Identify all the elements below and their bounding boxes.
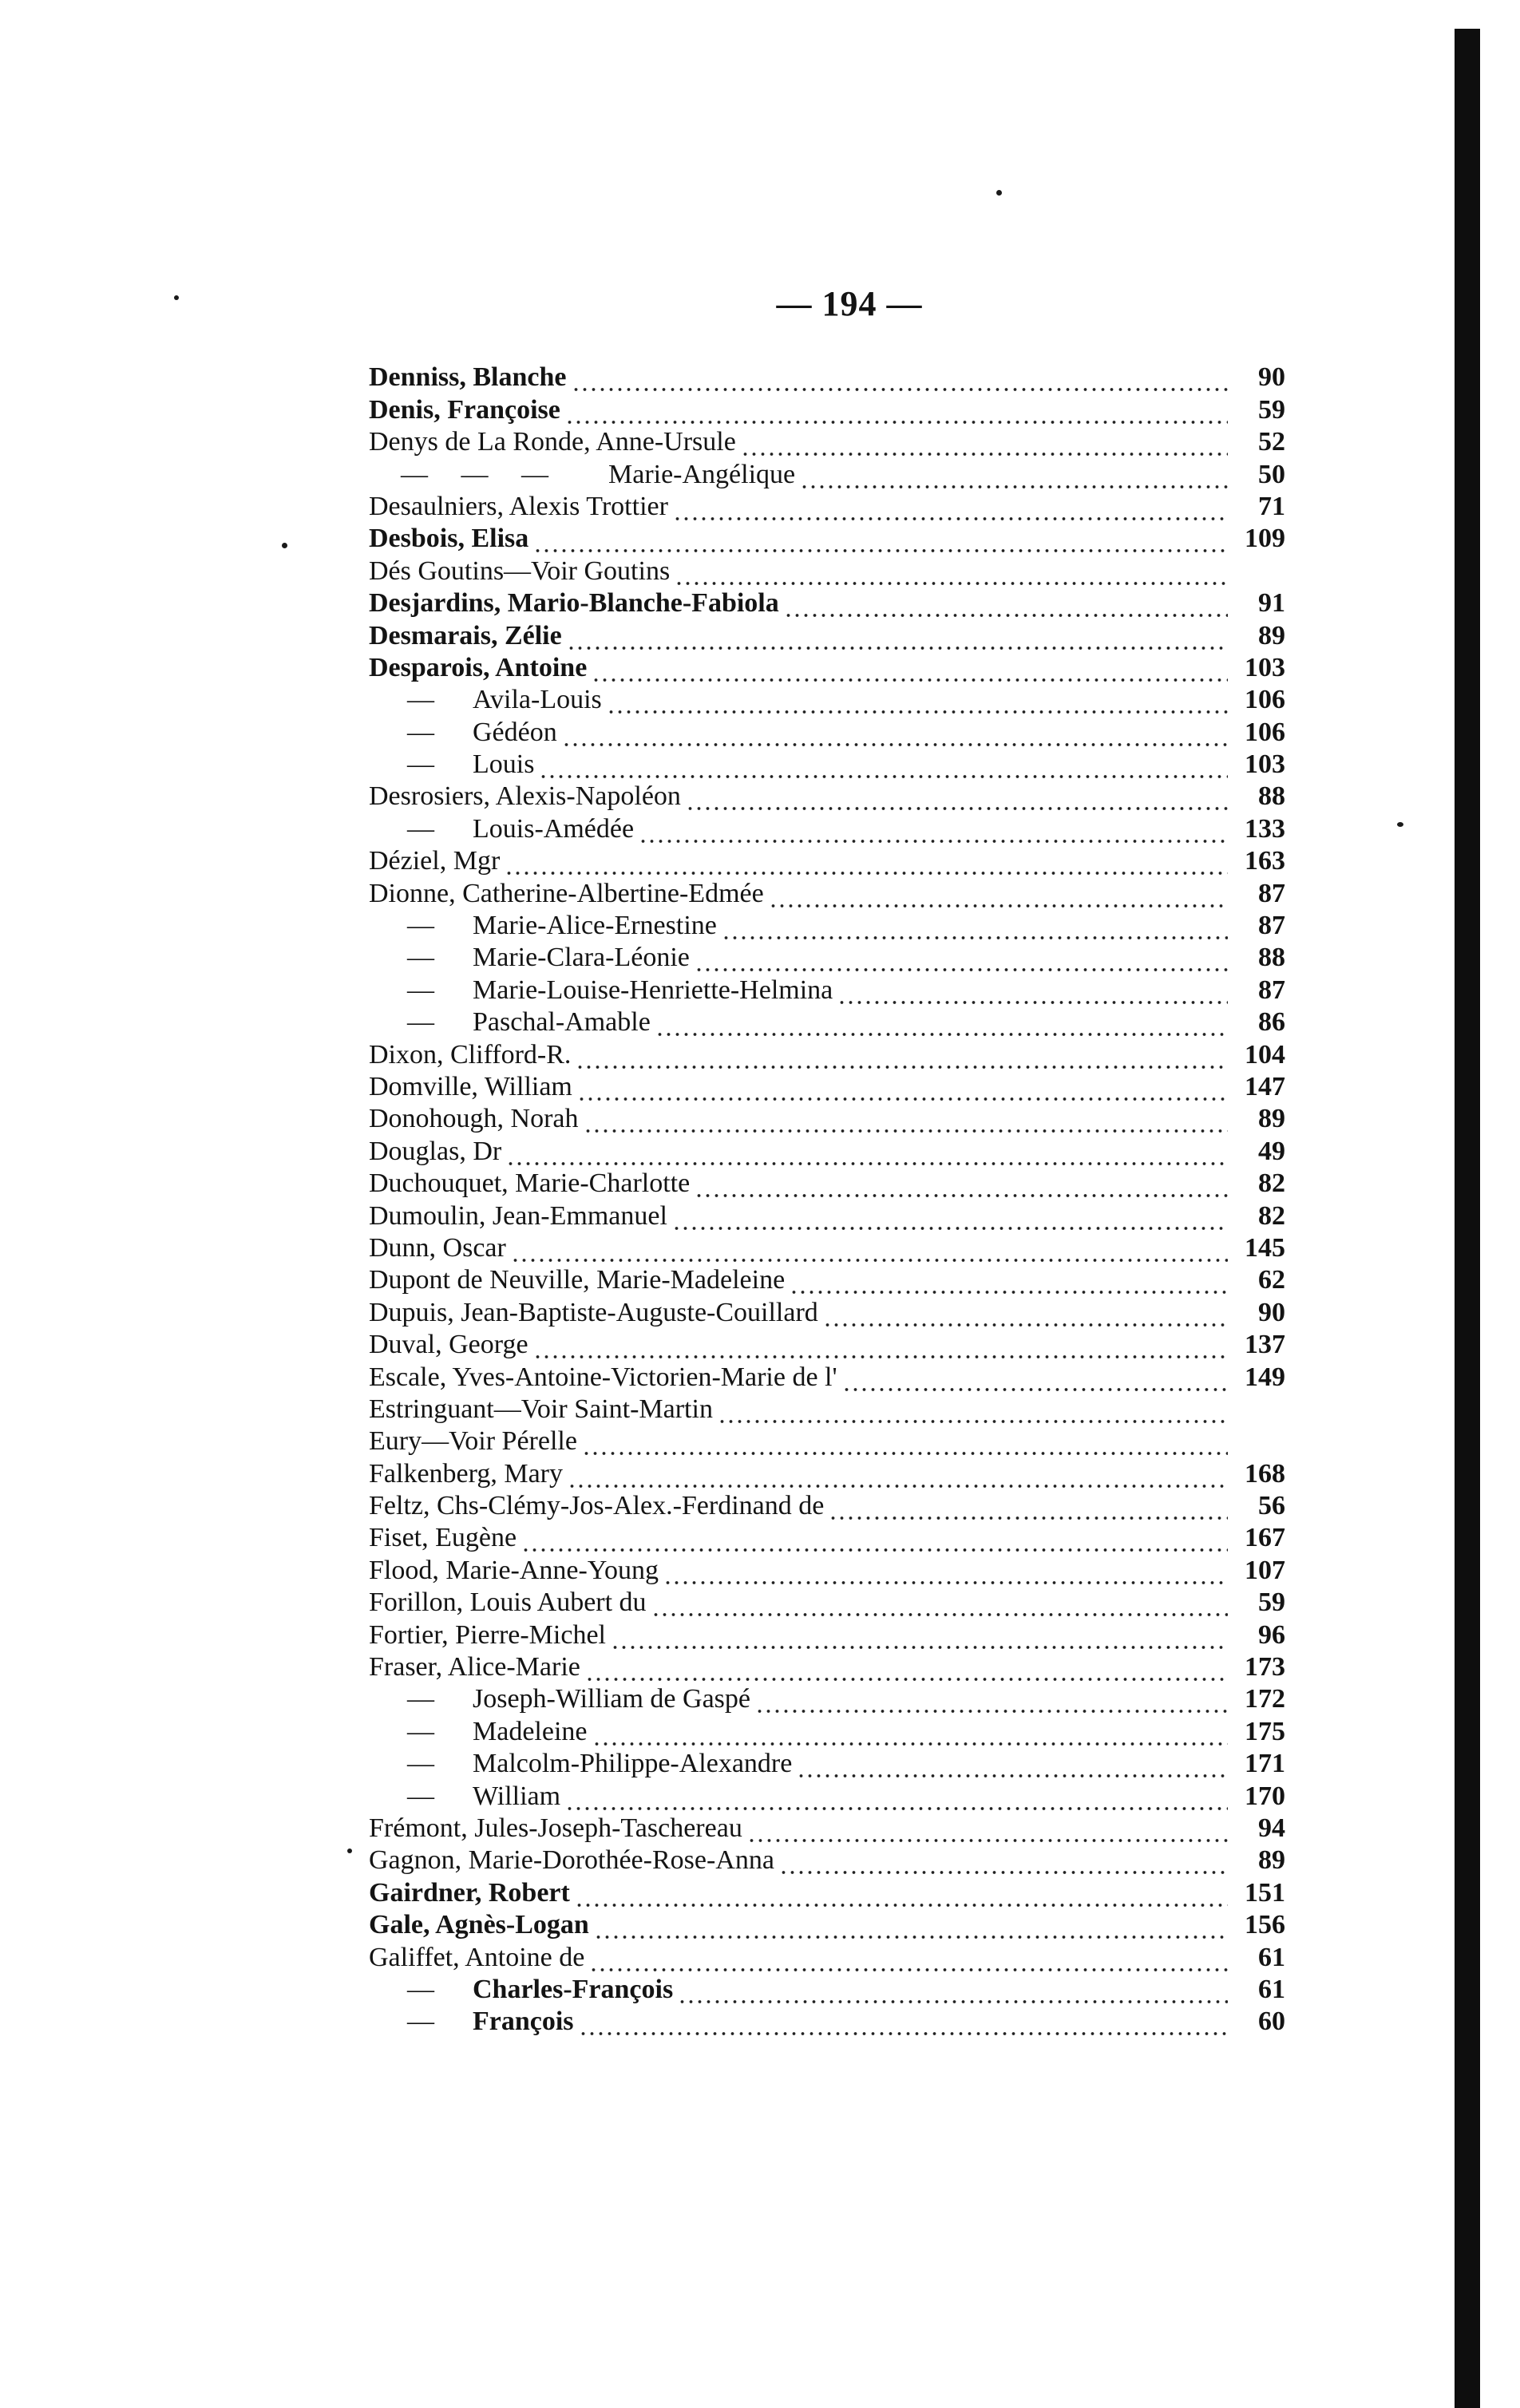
entry-page-number: 147 (1245, 1071, 1285, 1101)
entry-page-number: 59 (1258, 394, 1285, 425)
dot-leader (784, 595, 1228, 619)
index-entry (369, 683, 1285, 715)
dot-leader (592, 1723, 1229, 1747)
index-entry (369, 651, 1285, 683)
index-entry (369, 1006, 1285, 1038)
entry-page-number: 49 (1258, 1136, 1285, 1166)
entry-name: Duval, George (369, 1330, 528, 1360)
entry-page-number: 106 (1245, 685, 1285, 715)
entry-name: Marie-Clara-Léonie (473, 943, 690, 973)
entry-page-number: 149 (1245, 1362, 1285, 1392)
entry-name: Eury—Voir Pérelle (369, 1426, 577, 1457)
entry-page-number: 104 (1245, 1039, 1285, 1070)
entry-page-number: 52 (1258, 427, 1285, 457)
ditto-dash: — (407, 1716, 434, 1746)
index-entry (369, 909, 1285, 941)
dot-leader (722, 917, 1228, 941)
index-entry (369, 844, 1285, 876)
dot-leader (579, 2013, 1228, 2037)
dot-leader (594, 1916, 1228, 1940)
index-entry (369, 522, 1285, 554)
entry-name: Fortier, Pierre-Michel (369, 1619, 606, 1650)
ditto-dash: — (407, 685, 434, 715)
entry-name: Gale, Agnès-Logan (369, 1910, 589, 1940)
entry-page-number: 50 (1258, 459, 1285, 489)
entry-page-number: 103 (1245, 749, 1285, 780)
index-entry (369, 2005, 1285, 2037)
index-entry (369, 1779, 1285, 1811)
entry-name: Denniss, Blanche (369, 362, 567, 393)
entry-name: Gagnon, Marie-Dorothée-Rose-Anna (369, 1845, 774, 1876)
dot-leader (800, 466, 1228, 490)
entry-name: Joseph-William de Gaspé (473, 1684, 750, 1714)
entry-page-number: 71 (1258, 491, 1285, 521)
dot-leader (718, 1401, 1228, 1425)
dot-leader (741, 433, 1228, 457)
dot-leader (575, 1884, 1228, 1908)
dot-leader (675, 563, 1228, 587)
entry-name: Louis-Amédée (473, 813, 635, 844)
entry-page-number: 145 (1245, 1232, 1285, 1263)
index-entry (369, 490, 1285, 522)
entry-page-number: 82 (1258, 1168, 1285, 1199)
entry-page-number: 87 (1258, 878, 1285, 908)
index-entry (369, 425, 1285, 457)
entry-page-number: 170 (1245, 1781, 1285, 1811)
entry-page-number: 96 (1258, 1619, 1285, 1650)
dot-leader (521, 1529, 1228, 1553)
entry-name: Dupuis, Jean-Baptiste-Auguste-Couillard (369, 1297, 818, 1327)
dot-leader (607, 691, 1228, 715)
index-entry (369, 1232, 1285, 1263)
entry-name: Gairdner, Robert (369, 1877, 570, 1908)
ditto-dash: — (407, 1749, 434, 1779)
ditto-dash: — (407, 1781, 434, 1811)
entry-name: Estringuant—Voir Saint-Martin (369, 1394, 713, 1424)
dot-leader (592, 659, 1228, 683)
entry-name: Gédéon (473, 717, 557, 747)
entry-page-number: 168 (1245, 1458, 1285, 1489)
entry-page-number: 89 (1258, 1845, 1285, 1876)
entry-name: Forillon, Louis Aubert du (369, 1588, 647, 1618)
entry-page-number: 91 (1258, 588, 1285, 619)
entry-page-number: 175 (1245, 1716, 1285, 1746)
entry-page-number: 62 (1258, 1265, 1285, 1295)
index-entry (369, 1714, 1285, 1746)
index-entry (369, 1618, 1285, 1650)
entry-page-number: 88 (1258, 781, 1285, 812)
ditto-dash: — (407, 1007, 434, 1038)
index-entry (369, 1586, 1285, 1618)
entry-page-number: 86 (1258, 1007, 1285, 1038)
entry-name: Flood, Marie-Anne-Young (369, 1555, 659, 1585)
entry-page-number: 88 (1258, 943, 1285, 973)
index-entry (369, 1844, 1285, 1876)
index-entry (369, 1908, 1285, 1940)
dot-leader (686, 788, 1228, 812)
scan-edge-shadow (1455, 29, 1480, 2408)
entry-name: Dumoulin, Jean-Emmanuel (369, 1200, 667, 1231)
entry-page-number: 94 (1258, 1813, 1285, 1843)
entry-name: Falkenberg, Mary (369, 1458, 563, 1489)
entry-name: Dionne, Catherine-Albertine-Edmée (369, 878, 764, 908)
dot-leader (589, 1949, 1228, 1973)
dot-leader (829, 1497, 1228, 1521)
entry-name: Domville, William (369, 1071, 572, 1101)
dot-leader (678, 1981, 1228, 2005)
entry-page-number: 56 (1258, 1491, 1285, 1521)
index-entry (369, 1973, 1285, 2005)
entry-name: Louis (473, 749, 535, 780)
entry-page-number: 103 (1245, 652, 1285, 682)
index-entry (369, 1812, 1285, 1844)
entry-page-number: 90 (1258, 362, 1285, 393)
dot-leader (576, 1046, 1228, 1070)
entry-page-number: 163 (1245, 846, 1285, 876)
entry-page-number: 133 (1245, 813, 1285, 844)
entry-name: Paschal-Amable (473, 1007, 651, 1038)
index-entry (369, 812, 1285, 844)
index-entry (369, 1038, 1285, 1070)
entry-name: Desmarais, Zélie (369, 620, 562, 650)
entry-name: Desaulniers, Alexis Trottier (369, 491, 668, 521)
index-entry (369, 780, 1285, 812)
entry-name: Malcolm-Philippe-Alexandre (473, 1749, 793, 1779)
index-entry (369, 876, 1285, 908)
entry-page-number: 137 (1245, 1330, 1285, 1360)
dot-leader (584, 1110, 1228, 1134)
entry-page-number: 109 (1245, 524, 1285, 554)
dot-leader (779, 1852, 1228, 1876)
entry-name: François (473, 2007, 574, 2037)
index-entry (369, 1328, 1285, 1360)
dot-leader (695, 1175, 1228, 1199)
entry-page-number: 107 (1245, 1555, 1285, 1585)
entry-name: Desparois, Antoine (369, 652, 588, 682)
dot-leader (797, 1755, 1228, 1779)
entry-name: William (473, 1781, 561, 1811)
index-entry (369, 1651, 1285, 1682)
entry-page-number: 61 (1258, 1974, 1285, 2004)
entry-page-number: 90 (1258, 1297, 1285, 1327)
entry-name: Desrosiers, Alexis-Napoléon (369, 781, 681, 812)
entry-name: Dixon, Clifford-R. (369, 1039, 572, 1070)
ditto-dash: — (407, 943, 434, 973)
index-entry (369, 1295, 1285, 1327)
entry-name: Desbois, Elisa (369, 524, 529, 554)
index-entry (369, 554, 1285, 586)
entry-page-number: 61 (1258, 1942, 1285, 1972)
dot-leader (567, 627, 1228, 651)
index-entry (369, 973, 1285, 1005)
index-entry (369, 1425, 1285, 1457)
entry-name: Fiset, Eugène (369, 1523, 517, 1553)
dot-leader (672, 1208, 1228, 1232)
ditto-dash: — — — (401, 459, 552, 489)
dot-leader (565, 401, 1228, 425)
entry-page-number: 151 (1245, 1877, 1285, 1908)
dot-leader (755, 1690, 1228, 1714)
entry-page-number: 106 (1245, 717, 1285, 747)
index-list (369, 361, 1285, 2037)
dot-leader (695, 949, 1228, 973)
entry-name: Denys de La Ronde, Anne-Ursule (369, 427, 736, 457)
ditto-dash: — (407, 911, 434, 941)
index-entry (369, 457, 1285, 489)
index-entry (369, 1134, 1285, 1166)
index-entry (369, 1199, 1285, 1231)
index-entry (369, 393, 1285, 425)
ditto-dash: — (407, 975, 434, 1005)
entry-page-number: 167 (1245, 1523, 1285, 1553)
entry-name: Duchouquet, Marie-Charlotte (369, 1168, 691, 1199)
scan-speck (996, 190, 1002, 196)
dot-leader (506, 1143, 1228, 1167)
entry-page-number: 87 (1258, 975, 1285, 1005)
entry-name: Douglas, Dr (369, 1136, 502, 1166)
entry-page-number: 87 (1258, 911, 1285, 941)
entry-name: Marie-Louise-Henriette-Helmina (473, 975, 833, 1005)
dot-leader (582, 1433, 1228, 1457)
index-entry (369, 1553, 1285, 1585)
dot-leader (655, 1014, 1228, 1038)
index-entry (369, 361, 1285, 393)
index-entry (369, 1940, 1285, 1972)
dot-leader (790, 1271, 1228, 1295)
entry-page-number: 60 (1258, 2007, 1285, 2037)
dot-leader (651, 1594, 1228, 1618)
ditto-dash: — (407, 1684, 434, 1714)
entry-name: Dupont de Neuville, Marie-Madeleine (369, 1265, 786, 1295)
entry-name: Marie-Angélique (608, 459, 796, 489)
entry-name: Denis, Françoise (369, 394, 560, 425)
ditto-dash: — (407, 2007, 434, 2037)
scan-speck (1397, 822, 1403, 827)
entry-name: Dés Goutins—Voir Goutins (369, 556, 671, 586)
entry-page-number: 59 (1258, 1588, 1285, 1618)
index-entry (369, 1070, 1285, 1102)
dot-leader (769, 885, 1228, 909)
ditto-dash: — (407, 717, 434, 747)
dot-leader (562, 724, 1228, 748)
entry-name: Charles-François (473, 1974, 674, 2004)
dot-leader (565, 1788, 1228, 1812)
entry-name: Avila-Louis (473, 685, 602, 715)
index-entry (369, 1102, 1285, 1134)
dot-leader (663, 1562, 1228, 1586)
entry-name: Marie-Alice-Ernestine (473, 911, 717, 941)
dot-leader (533, 530, 1228, 554)
dot-leader (511, 1240, 1228, 1263)
index-entry (369, 1747, 1285, 1779)
dot-leader (585, 1659, 1228, 1682)
ditto-dash: — (407, 813, 434, 844)
entry-name: Fraser, Alice-Marie (369, 1652, 580, 1682)
entry-page-number: 89 (1258, 620, 1285, 650)
dot-leader (837, 982, 1228, 1006)
entry-name: Galiffet, Antoine de (369, 1942, 585, 1972)
index-entry (369, 619, 1285, 650)
dot-leader (842, 1369, 1228, 1393)
entry-page-number: 173 (1245, 1652, 1285, 1682)
entry-name: Escale, Yves-Antoine-Victorien-Marie de l' (369, 1362, 837, 1392)
index-entry (369, 1876, 1285, 1908)
dot-leader (533, 1336, 1228, 1360)
index-entry (369, 1167, 1285, 1199)
scan-speck (282, 543, 287, 548)
entry-page-number: 172 (1245, 1684, 1285, 1714)
dot-leader (568, 1465, 1228, 1489)
dot-leader (611, 1627, 1228, 1651)
entry-name: Dunn, Oscar (369, 1232, 506, 1263)
entry-name: Desjardins, Mario-Blanche-Fabiola (369, 588, 779, 619)
ditto-dash: — (407, 1974, 434, 2004)
index-entry (369, 715, 1285, 747)
dot-leader (673, 498, 1228, 522)
dot-leader (639, 820, 1228, 844)
entry-page-number: 89 (1258, 1104, 1285, 1134)
entry-name: Madeleine (473, 1716, 588, 1746)
page-number: — 194 — (776, 284, 923, 323)
dot-leader (823, 1304, 1228, 1328)
entry-page-number: 82 (1258, 1200, 1285, 1231)
index-entry (369, 1393, 1285, 1425)
entry-page-number: 156 (1245, 1910, 1285, 1940)
entry-name: Feltz, Chs-Clémy-Jos-Alex.-Ferdinand de (369, 1491, 825, 1521)
index-entry (369, 748, 1285, 780)
entry-name: Donohough, Norah (369, 1104, 579, 1134)
dot-leader (572, 369, 1229, 393)
index-entry (369, 1682, 1285, 1714)
index-entry (369, 1521, 1285, 1553)
dot-leader (577, 1078, 1228, 1102)
index-entry (369, 587, 1285, 619)
index-entry (369, 1489, 1285, 1521)
dot-leader (747, 1820, 1228, 1844)
entry-page-number: 171 (1245, 1749, 1285, 1779)
index-entry (369, 1457, 1285, 1489)
scan-speck (347, 1849, 352, 1853)
index-entry (369, 941, 1285, 973)
entry-name: Déziel, Mgr (369, 846, 501, 876)
dot-leader (505, 852, 1228, 876)
ditto-dash: — (407, 749, 434, 780)
dot-leader (539, 756, 1228, 780)
index-entry (369, 1263, 1285, 1295)
entry-name: Frémont, Jules-Joseph-Taschereau (369, 1813, 742, 1843)
index-entry (369, 1360, 1285, 1392)
